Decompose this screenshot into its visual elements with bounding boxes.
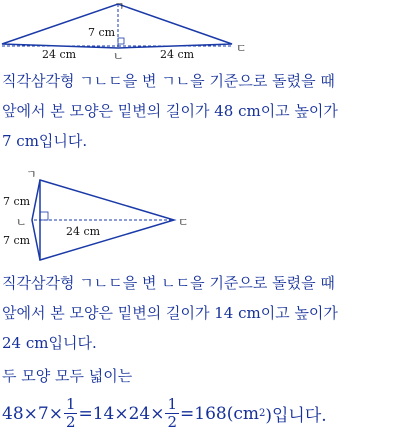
explanation-paragraph-1 bbox=[2, 66, 398, 156]
explanation-paragraph-3 bbox=[2, 361, 398, 391]
lower-label-2: 7 cm bbox=[3, 234, 31, 247]
para3-line1: 두 모양 모두 넓이는 bbox=[2, 367, 133, 385]
fraction-2-denominator: 2 bbox=[167, 413, 178, 431]
formula-part2: =14×24× bbox=[78, 403, 165, 424]
height-label-1: 7 cm bbox=[88, 26, 116, 39]
vertex-label-middle-2: ㄴ bbox=[16, 216, 27, 229]
para2-line3: 24 cm입니다. bbox=[2, 334, 97, 352]
vertex-label-bottom: ㄴ bbox=[113, 50, 124, 63]
fraction-2-numerator: 1 bbox=[167, 395, 178, 413]
right-angle-mark-2 bbox=[40, 212, 48, 220]
kite-outline-2 bbox=[32, 180, 174, 260]
upper-label-2: 7 cm bbox=[3, 195, 31, 208]
length-label-2: 24 cm bbox=[66, 225, 101, 238]
area-formula bbox=[2, 396, 327, 431]
fraction-1-numerator: 1 bbox=[65, 395, 76, 413]
vertex-label-top: ㄱ bbox=[114, 0, 125, 13]
vertex-label-top-2: ㄱ bbox=[26, 168, 37, 181]
figure-rotation-1 bbox=[0, 0, 400, 66]
formula-part1: 48×7× bbox=[2, 403, 63, 424]
fraction-2 bbox=[165, 396, 179, 431]
formula-part3: =168(cm bbox=[180, 403, 259, 424]
fraction-1 bbox=[64, 396, 78, 431]
para2-line1: 직각삼각형 ㄱㄴㄷ을 변 ㄴㄷ을 기준으로 돌렸을 때 bbox=[2, 274, 335, 292]
explanation-paragraph-2 bbox=[2, 268, 398, 358]
vertex-label-right-2: ㄷ bbox=[178, 216, 189, 229]
formula-exponent: 2 bbox=[259, 408, 266, 419]
para1-line3: 7 cm입니다. bbox=[2, 132, 88, 150]
para1-line2: 앞에서 본 모양은 밑변의 길이가 48 cm이고 높이가 bbox=[2, 102, 338, 120]
figure-rotation-2 bbox=[0, 160, 400, 270]
para1-line1: 직각삼각형 ㄱㄴㄷ을 변 ㄱㄴ을 기준으로 돌렸을 때 bbox=[2, 72, 335, 90]
formula-part4: )입니다. bbox=[265, 406, 327, 426]
base-label-right: 24 cm bbox=[160, 48, 195, 61]
base-label-left: 24 cm bbox=[42, 48, 77, 61]
fraction-1-denominator: 2 bbox=[65, 413, 76, 431]
vertex-label-right: ㄷ bbox=[236, 42, 247, 55]
right-angle-mark-1 bbox=[118, 38, 124, 44]
para2-line2: 앞에서 본 모양은 밑변의 길이가 14 cm이고 높이가 bbox=[2, 304, 338, 322]
